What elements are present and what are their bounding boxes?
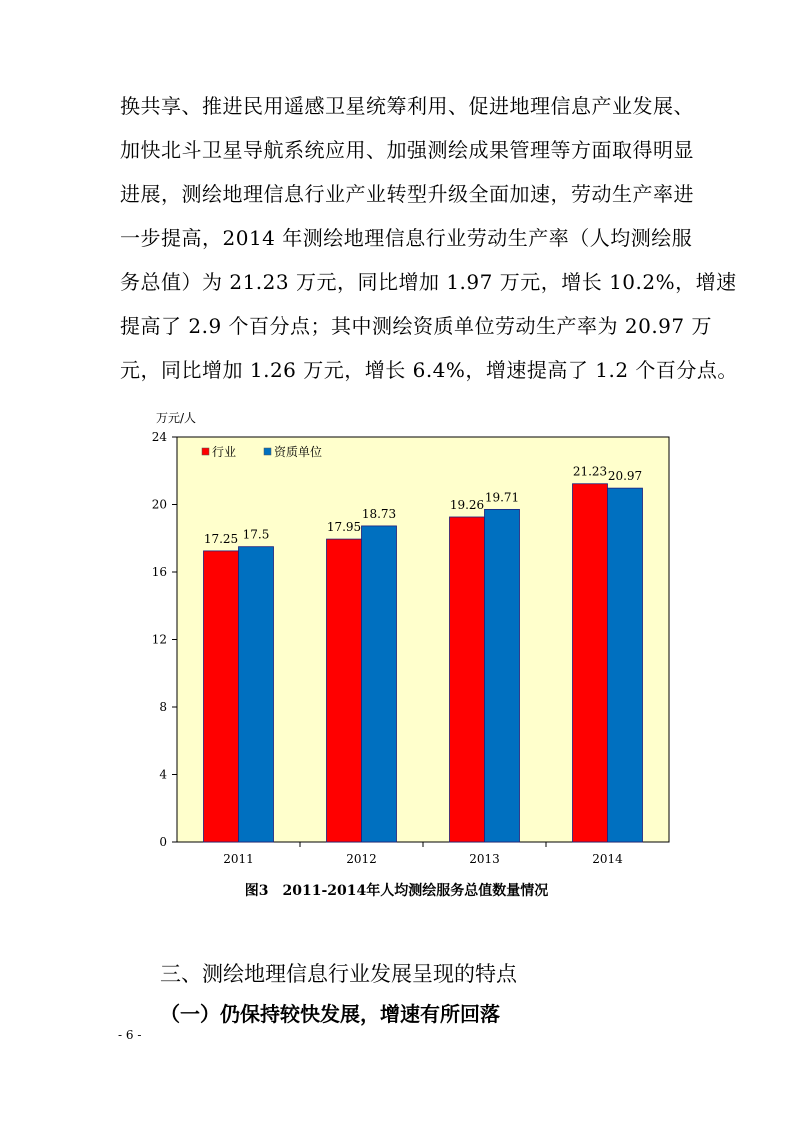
bar-industry [327,539,362,842]
y-axis [152,430,177,849]
legend-swatch-qualified-units [264,448,271,455]
paragraph-line: 换共享、推进民用遥感卫星统筹利用、促进地理信息产业发展、 [120,94,694,118]
bar-industry [573,484,608,842]
data-label: 19.71 [484,490,520,505]
paragraph-line: 进展，测绘地理信息行业产业转型升级全面加速，劳动生产率进 [120,182,694,206]
y-tick-label: 16 [151,565,167,579]
y-tick-label: 0 [159,835,167,849]
y-tick-label: 24 [151,430,167,444]
legend-swatch-industry [202,448,209,455]
legend-label-qualified-units: 资质单位 [274,445,323,459]
legend-label-industry: 行业 [212,445,237,459]
paragraph-line: 一步提高，2014 年测绘地理信息行业劳动生产率（人均测绘服 [120,226,693,250]
y-tick-label: 8 [159,700,167,714]
body-paragraph [120,94,738,404]
bar-industry [450,517,485,842]
x-tick-label: 2012 [346,852,377,866]
paragraph-line: 加快北斗卫星导航系统应用、加强测绘成果管理等方面取得明显 [120,138,694,162]
section-heading: 三、测绘地理信息行业发展呈现的特点 [160,962,517,986]
x-axis [223,842,623,866]
bar-chart [130,400,690,875]
data-label: 21.23 [572,464,608,479]
data-label: 17.95 [326,520,362,535]
data-label: 18.73 [361,506,397,521]
sub-heading: （一）仍保持较快发展，增速有所回落 [160,1002,500,1026]
data-label: 19.26 [449,497,485,512]
bar-qualified-units [239,547,274,842]
data-label: 20.97 [607,469,643,484]
data-label: 17.25 [203,531,239,546]
y-axis-title: 万元/人 [156,411,197,425]
y-tick-label: 4 [159,767,167,782]
bar-industry [204,551,239,842]
paragraph-line: 务总值）为 21.23 万元，同比增加 1.97 万元，增长 10.2%，增速 [120,270,737,294]
paragraph-line: 元，同比增加 1.26 万元，增长 6.4%，增速提高了 1.2 个百分点。 [120,358,738,382]
paragraph-line: 提高了 2.9 个百分点；其中测绘资质单位劳动生产率为 20.97 万 [120,314,712,338]
bar-qualified-units [362,526,397,842]
y-tick-label: 12 [151,632,167,647]
data-label: 17.5 [242,527,270,542]
y-tick-label: 20 [151,497,167,512]
x-tick-label: 2011 [223,852,254,866]
page-number: - 6 - [118,1028,142,1042]
bar-qualified-units [485,509,520,842]
figure-caption: 图3 2011-2014年人均测绘服务总值数量情况 [244,883,549,899]
x-tick-label: 2013 [469,852,500,866]
x-tick-label: 2014 [592,852,623,866]
bar-qualified-units [608,488,643,842]
